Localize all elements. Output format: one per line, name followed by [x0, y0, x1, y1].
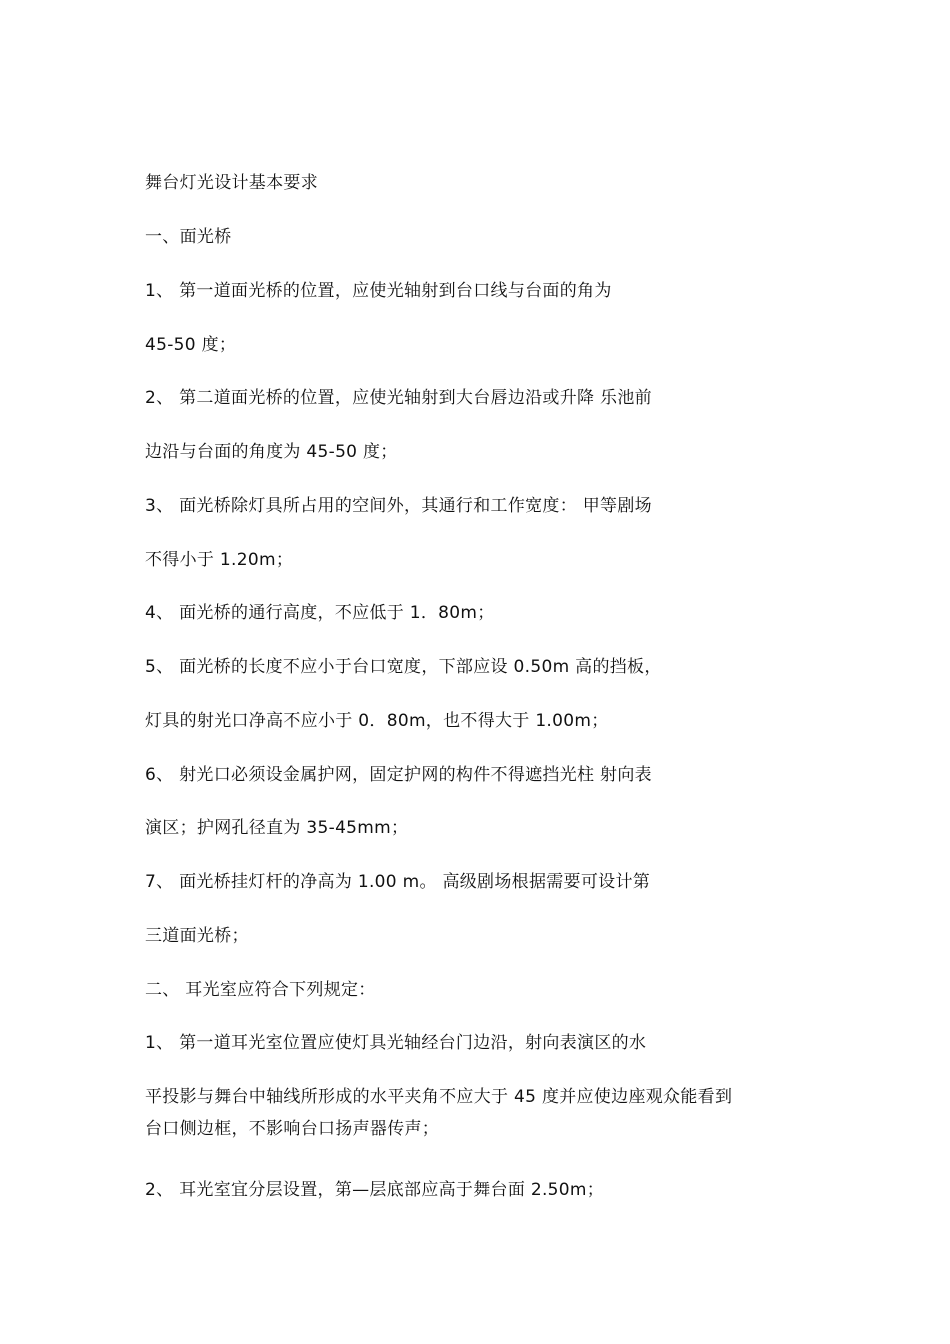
paragraph-line: 三道面光桥；: [145, 926, 249, 946]
document-title: 舞台灯光设计基本要求: [145, 173, 318, 193]
paragraph-line: 台口侧边框，不影响台口扬声器传声；: [145, 1119, 440, 1139]
paragraph-line: 45-50 度；: [145, 335, 237, 355]
section-heading: 二、 耳光室应符合下列规定：: [145, 980, 376, 1000]
paragraph-line: 1、 第一道面光桥的位置，应使光轴射到台口线与台面的角为: [145, 281, 612, 301]
paragraph-line: 灯具的射光口净高不应小于 0．80m，也不得大于 1.00m；: [145, 711, 609, 731]
section-heading: 一、面光桥: [145, 227, 232, 247]
paragraph-line: 1、 第一道耳光室位置应使灯具光轴经台门边沿，射向表演区的水: [145, 1033, 647, 1053]
paragraph-line: 不得小于 1.20m；: [145, 550, 294, 570]
paragraph-line: 平投影与舞台中轴线所形成的水平夹角不应大于 45 度并应使边座观众能看到: [145, 1087, 733, 1107]
paragraph-line: 3、 面光桥除灯具所占用的空间外，其通行和工作宽度： 甲等剧场: [145, 496, 652, 516]
paragraph-line: 演区；护网孔径直为 35-45mm；: [145, 818, 409, 838]
paragraph-line: 7、 面光桥挂灯杆的净高为 1.00 m。 高级剧场根据需要可设计第: [145, 872, 651, 892]
paragraph-line: 5、 面光桥的长度不应小于台口宽度，下部应设 0.50m 高的挡板，: [145, 657, 662, 677]
paragraph-line: 6、 射光口必须设金属护网，固定护网的构件不得遮挡光柱 射向表: [145, 765, 652, 785]
paragraph-line: 2、 耳光室宜分层设置，第—层底部应高于舞台面 2.50m；: [145, 1180, 605, 1200]
paragraph-line: 4、 面光桥的通行高度，不应低于 1．80m；: [145, 603, 495, 623]
paragraph-line: 2、 第二道面光桥的位置，应使光轴射到大台唇边沿或升降 乐池前: [145, 388, 652, 408]
paragraph-line: 边沿与台面的角度为 45-50 度；: [145, 442, 398, 462]
